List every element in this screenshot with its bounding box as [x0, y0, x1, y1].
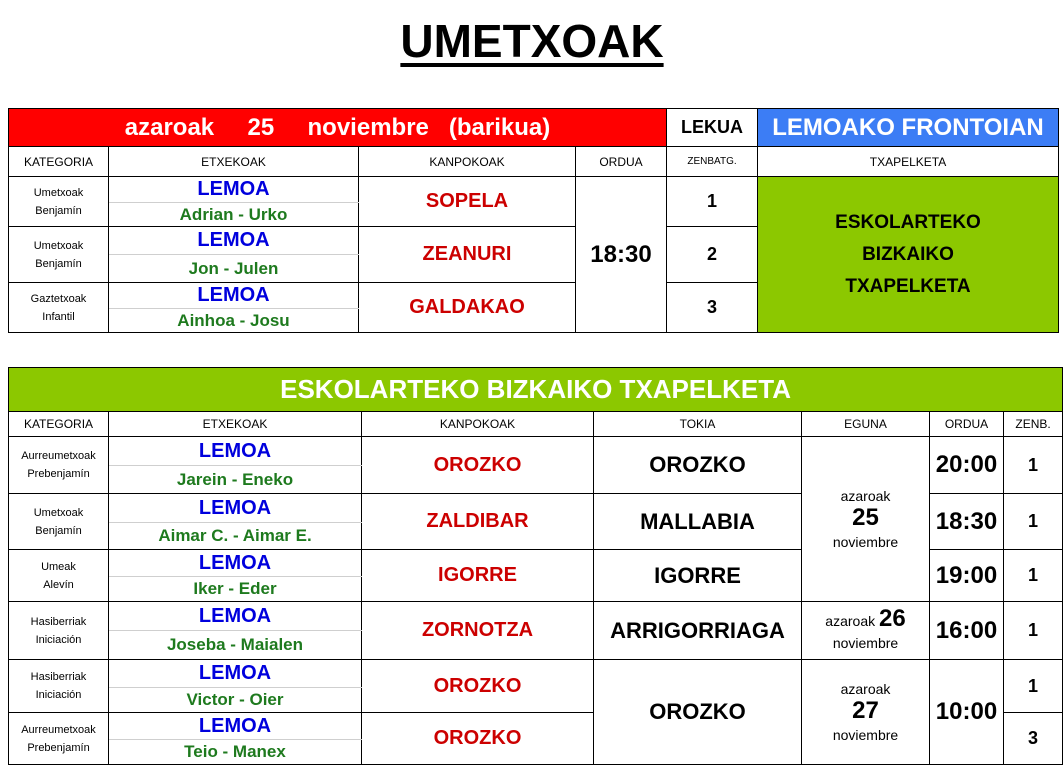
away-team: ZALDIBAR: [362, 494, 594, 550]
match-time: 16:00: [930, 602, 1004, 660]
header-etxekoak: ETXEKOAK: [109, 412, 362, 437]
page-title: UMETXOAK: [400, 15, 664, 67]
away-team: ZORNOTZA: [362, 602, 594, 660]
venue-name: LEMOAKO FRONTOIAN: [758, 109, 1059, 147]
home-team: LEMOA: [109, 283, 359, 309]
court-number: 1: [1004, 494, 1063, 550]
header-ordua: ORDUA: [930, 412, 1004, 437]
away-team: GALDAKAO: [359, 283, 576, 333]
home-team: LEMOA: [109, 550, 362, 577]
table-row-category: Umetxoak Benjamín: [9, 227, 109, 283]
home-team: LEMOA: [109, 713, 362, 740]
match-time: 19:00: [930, 550, 1004, 602]
home-players: Victor - Oier: [109, 688, 362, 713]
venue-place: IGORRE: [594, 550, 802, 602]
header-zenb: ZENB.: [1004, 412, 1063, 437]
away-team: ZEANURI: [359, 227, 576, 283]
table-row-category: Gaztetxoak Infantil: [9, 283, 109, 333]
court-number: 1: [1004, 550, 1063, 602]
court-number: 2: [667, 227, 758, 283]
table-row-category: Umetxoak Benjamín: [9, 177, 109, 227]
table-row-category: Hasiberriak Iniciación: [9, 602, 109, 660]
venue-place: OROZKO: [594, 437, 802, 494]
home-team: LEMOA: [109, 437, 362, 466]
court-number: 1: [1004, 437, 1063, 494]
header-zenbatg: ZENBATG.: [667, 147, 758, 177]
match-date-26: azaroak 26 noviembre: [802, 602, 930, 660]
table-row-category: Umeak Alevín: [9, 550, 109, 602]
top-schedule-table: [8, 108, 1059, 333]
home-players: Jon - Julen: [109, 255, 359, 283]
home-players: Jarein - Eneko: [109, 466, 362, 494]
header-kategoria: KATEGORIA: [9, 412, 109, 437]
table-row-category: Umetxoak Benjamín: [9, 494, 109, 550]
home-players: Teio - Manex: [109, 740, 362, 765]
table-row-category: Hasiberriak Iniciación: [9, 660, 109, 713]
court-number: 3: [1004, 713, 1063, 765]
venue-place: ARRIGORRIAGA: [594, 602, 802, 660]
match-time: 20:00: [930, 437, 1004, 494]
away-team: SOPELA: [359, 177, 576, 227]
table-row-category: Aurreumetxoak Prebenjamín: [9, 713, 109, 765]
home-players: Aimar C. - Aimar E.: [109, 523, 362, 550]
away-team: OROZKO: [362, 660, 594, 713]
away-team: OROZKO: [362, 437, 594, 494]
home-players: Adrian - Urko: [109, 203, 359, 227]
away-team: IGORRE: [362, 550, 594, 602]
home-players: Ainhoa - Josu: [109, 309, 359, 333]
court-number: 1: [1004, 602, 1063, 660]
match-time: 18:30: [576, 177, 667, 333]
table-row-category: Aurreumetxoak Prebenjamín: [9, 437, 109, 494]
home-team: LEMOA: [109, 177, 359, 203]
championship-banner: ESKOLARTEKO BIZKAIKO TXAPELKETA: [9, 368, 1063, 412]
venue-place: MALLABIA: [594, 494, 802, 550]
home-players: Joseba - Maialen: [109, 631, 362, 660]
header-eguna: EGUNA: [802, 412, 930, 437]
home-team: LEMOA: [109, 227, 359, 255]
court-number: 1: [1004, 660, 1063, 713]
home-team: LEMOA: [109, 602, 362, 631]
match-date: azaroak 25 noviembre (barikua): [9, 109, 667, 147]
header-tokia: TOKIA: [594, 412, 802, 437]
away-team: OROZKO: [362, 713, 594, 765]
header-txapelketa: TXAPELKETA: [758, 147, 1059, 177]
match-date-25: azaroak 25 noviembre: [802, 437, 930, 602]
match-time: 18:30: [930, 494, 1004, 550]
lekua-label: LEKUA: [667, 109, 758, 147]
header-etxekoak: ETXEKOAK: [109, 147, 359, 177]
header-kategoria: KATEGORIA: [9, 147, 109, 177]
home-team: LEMOA: [109, 660, 362, 688]
header-kanpokoak: KANPOKOAK: [362, 412, 594, 437]
home-players: Iker - Eder: [109, 577, 362, 602]
championship-name: ESKOLARTEKO BIZKAIKO TXAPELKETA: [758, 177, 1059, 333]
venue-place: OROZKO: [594, 660, 802, 765]
header-ordua: ORDUA: [576, 147, 667, 177]
header-kanpokoak: KANPOKOAK: [359, 147, 576, 177]
match-time: 10:00: [930, 660, 1004, 765]
court-number: 3: [667, 283, 758, 333]
home-team: LEMOA: [109, 494, 362, 523]
match-date-27: azaroak 27 noviembre: [802, 660, 930, 765]
court-number: 1: [667, 177, 758, 227]
bottom-schedule-table: [8, 367, 1063, 765]
